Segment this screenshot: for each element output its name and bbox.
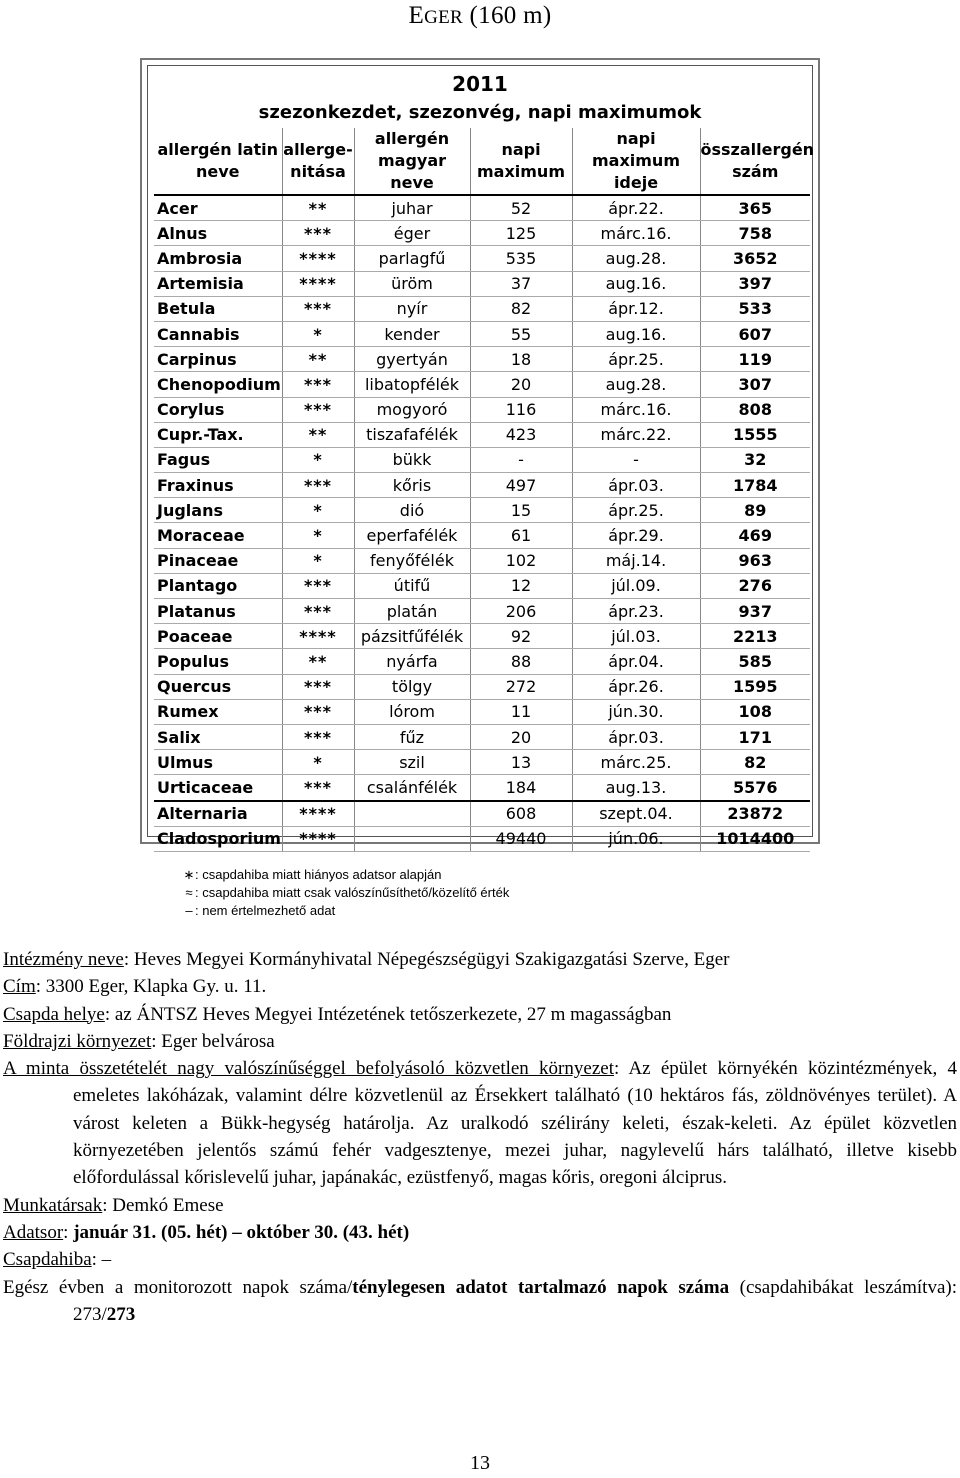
table-row	[154, 246, 810, 271]
allergenicity: **	[282, 649, 354, 674]
daily-max-date: ápr.03.	[572, 473, 700, 498]
allergenicity: ****	[282, 624, 354, 649]
daily-max-date: aug.28.	[572, 372, 700, 397]
column-header	[700, 128, 815, 195]
total-count: 1784	[700, 473, 810, 498]
hungarian-name: csalánfélék	[354, 775, 470, 801]
foldrajzi-label: Földrajzi környezet	[3, 1030, 152, 1052]
table-row	[154, 826, 810, 851]
monitor-text-1: Egész évben a monitorozott napok száma/	[3, 1276, 353, 1298]
legend-item	[183, 884, 509, 902]
legend-symbol: ∗	[183, 867, 195, 882]
hungarian-name: bükk	[354, 447, 470, 472]
daily-max: 13	[470, 750, 572, 775]
hungarian-name: lórom	[354, 699, 470, 724]
latin-name: Cupr.-Tax.	[154, 422, 282, 447]
hungarian-name: tiszafafélék	[354, 422, 470, 447]
column-header	[572, 128, 700, 195]
table-row	[154, 750, 810, 775]
table-year: 2011	[452, 72, 508, 96]
hungarian-name: éger	[354, 221, 470, 246]
allergenicity: **	[282, 347, 354, 372]
table-subtitle: szezonkezdet, szezonvég, napi maximumok	[258, 102, 702, 123]
daily-max: 52	[470, 195, 572, 221]
table-row	[154, 801, 810, 827]
latin-name: Acer	[154, 195, 282, 221]
allergenicity: ***	[282, 221, 354, 246]
munkatarsak-label: Munkatársak	[3, 1194, 103, 1216]
daily-max-date: szept.04.	[572, 801, 700, 827]
total-count: 937	[700, 599, 810, 624]
allergenicity: *	[282, 498, 354, 523]
daily-max-date: márc.22.	[572, 422, 700, 447]
daily-max: 535	[470, 246, 572, 271]
latin-name: Carpinus	[154, 347, 282, 372]
station-info	[3, 946, 957, 1328]
latin-name: Cladosporium	[154, 826, 282, 851]
allergenicity: ***	[282, 473, 354, 498]
table-row	[154, 321, 810, 346]
legend-symbol: –	[185, 903, 193, 918]
total-count: 533	[700, 296, 810, 321]
allergenicity: **	[282, 422, 354, 447]
hungarian-name: eperfafélék	[354, 523, 470, 548]
hungarian-name: üröm	[354, 271, 470, 296]
latin-name: Plantago	[154, 573, 282, 598]
allergenicity: **	[282, 195, 354, 221]
table-row	[154, 498, 810, 523]
daily-max: 18	[470, 347, 572, 372]
latin-name: Urticaceae	[154, 775, 282, 801]
latin-name: Rumex	[154, 699, 282, 724]
latin-name: Pinaceae	[154, 548, 282, 573]
daily-max-date: jún.30.	[572, 699, 700, 724]
daily-max-date: aug.16.	[572, 271, 700, 296]
allergenicity: ****	[282, 801, 354, 827]
latin-name: Cannabis	[154, 321, 282, 346]
page-number: 13	[470, 1452, 490, 1474]
daily-max: 92	[470, 624, 572, 649]
column-header-line: napi	[501, 140, 541, 159]
hungarian-name: nyír	[354, 296, 470, 321]
monitor-text-2: (csapdahibákat leszámítva): 273/	[73, 1276, 957, 1325]
adatsor-value: január 31. (05. hét) – október 30. (43. hét)	[73, 1221, 410, 1243]
allergenicity: ***	[282, 775, 354, 801]
latin-name: Fraxinus	[154, 473, 282, 498]
total-count: 1555	[700, 422, 810, 447]
table-row	[154, 397, 810, 422]
monitor-text-bold2: 273	[106, 1303, 136, 1325]
daily-max-date: ápr.26.	[572, 674, 700, 699]
legend-text: : csapdahiba miatt hiányos adatsor alapján	[195, 867, 442, 882]
hungarian-name: kőris	[354, 473, 470, 498]
cim-value: : 3300 Eger, Klapka Gy. u. 11.	[35, 976, 267, 998]
daily-max: 206	[470, 599, 572, 624]
column-header	[354, 128, 470, 195]
column-header-line: allergén latin	[157, 140, 279, 159]
total-count: 469	[700, 523, 810, 548]
daily-max-date: aug.16.	[572, 321, 700, 346]
column-header-line: összallergén	[700, 140, 815, 159]
table-row	[154, 296, 810, 321]
daily-max: 88	[470, 649, 572, 674]
total-count: 171	[700, 724, 810, 749]
column-header-line: szám	[732, 162, 779, 181]
latin-name: Salix	[154, 724, 282, 749]
total-count: 3652	[700, 246, 810, 271]
total-count: 108	[700, 699, 810, 724]
table-row	[154, 347, 810, 372]
allergenicity: ****	[282, 246, 354, 271]
column-header-line: allerge-	[283, 140, 353, 159]
adatsor-sep: :	[63, 1221, 74, 1243]
total-count: 276	[700, 573, 810, 598]
daily-max-date: júl.03.	[572, 624, 700, 649]
hungarian-name: szil	[354, 750, 470, 775]
allergenicity: ***	[282, 573, 354, 598]
hungarian-name: platán	[354, 599, 470, 624]
daily-max-date: ápr.29.	[572, 523, 700, 548]
table-row	[154, 599, 810, 624]
allergenicity: ***	[282, 372, 354, 397]
daily-max-date: márc.16.	[572, 221, 700, 246]
table-row	[154, 473, 810, 498]
latin-name: Moraceae	[154, 523, 282, 548]
latin-name: Ambrosia	[154, 246, 282, 271]
column-header-line: magyar neve	[377, 151, 447, 192]
hungarian-name: útifű	[354, 573, 470, 598]
legend-symbol: ≈	[185, 885, 193, 900]
title-altitude: (160 m)	[462, 2, 552, 29]
daily-max-date: ápr.04.	[572, 649, 700, 674]
table-row	[154, 422, 810, 447]
table-row	[154, 271, 810, 296]
daily-max: 37	[470, 271, 572, 296]
table-row	[154, 195, 810, 221]
daily-max: 102	[470, 548, 572, 573]
table-row	[154, 221, 810, 246]
legend-item	[183, 866, 509, 884]
table-row	[154, 372, 810, 397]
total-count: 307	[700, 372, 810, 397]
daily-max-date: ápr.25.	[572, 347, 700, 372]
total-count: 397	[700, 271, 810, 296]
table-row	[154, 674, 810, 699]
munkatarsak-value: : Demkó Emese	[102, 1194, 224, 1216]
total-count: 2213	[700, 624, 810, 649]
daily-max: 272	[470, 674, 572, 699]
latin-name: Platanus	[154, 599, 282, 624]
allergenicity: ***	[282, 599, 354, 624]
column-header-line: napi maximum	[591, 129, 680, 170]
daily-max: 608	[470, 801, 572, 827]
column-header-line: nitása	[290, 162, 346, 181]
daily-max: 497	[470, 473, 572, 498]
allergenicity: *	[282, 447, 354, 472]
pollen-table-image	[140, 58, 820, 849]
daily-max: 125	[470, 221, 572, 246]
table-row	[154, 724, 810, 749]
legend-text: : nem értelmezhető adat	[195, 903, 336, 918]
table-row	[154, 447, 810, 472]
latin-name: Fagus	[154, 447, 282, 472]
daily-max-date: -	[572, 447, 700, 472]
daily-max-date: ápr.03.	[572, 724, 700, 749]
allergenicity: *	[282, 750, 354, 775]
hungarian-name: nyárfa	[354, 649, 470, 674]
table-row	[154, 699, 810, 724]
allergenicity: *	[282, 548, 354, 573]
title-smallcaps: GER	[424, 7, 463, 28]
title-initial: E	[408, 2, 425, 29]
total-count: 607	[700, 321, 810, 346]
kornyezet-value: : Az épület környékén közintézmények, 4 emeletes lakóházak, valamint délre közvetlenül az Érsekkert található (10 hektáros fás, zöldnövényes terület). A várost keleten a Bükk-hegység határolja. Az uralkodó szélirány keleti, észak-keleti. Az épület közvetlen környezetében jelentős számú fehér vadgesztenye, mezei juhar, nagylevelű hárs található, illetve kisebb előfordulással kőrislevelű juhar, japánakác, ezüstfenyő, magas kőris, oregoni álciprus.	[73, 1058, 957, 1189]
csapda-value: : az ÁNTSZ Heves Megyei Intézetének tetőszerkezete, 27 m magasságban	[104, 1003, 672, 1025]
total-count: 82	[700, 750, 810, 775]
daily-max-date: aug.13.	[572, 775, 700, 801]
table-body	[154, 195, 810, 851]
table-row	[154, 649, 810, 674]
table-header-row	[154, 128, 810, 195]
daily-max: 61	[470, 523, 572, 548]
kornyezet-label: A minta összetételét nagy valószínűséggel befolyásoló közvetlen környezet	[3, 1058, 614, 1080]
latin-name: Alternaria	[154, 801, 282, 827]
latin-name: Corylus	[154, 397, 282, 422]
intezmeny-value: : Heves Megyei Kormányhivatal Népegészségügyi Szakigazgatási Szerve, Eger	[123, 949, 730, 970]
daily-max: 82	[470, 296, 572, 321]
pollen-table	[154, 128, 815, 852]
hungarian-name: juhar	[354, 195, 470, 221]
adatsor-label: Adatsor	[3, 1221, 64, 1243]
daily-max-date: máj.14.	[572, 548, 700, 573]
legend-text: : csapdahiba miatt csak valószínűsíthető/közelítő érték	[195, 885, 510, 900]
page-title	[0, 2, 960, 30]
column-header	[154, 128, 282, 195]
daily-max-date: ápr.12.	[572, 296, 700, 321]
hungarian-name: parlagfű	[354, 246, 470, 271]
daily-max: 184	[470, 775, 572, 801]
latin-name: Poaceae	[154, 624, 282, 649]
hungarian-name: dió	[354, 498, 470, 523]
daily-max: 11	[470, 699, 572, 724]
cim-label: Cím	[3, 976, 36, 998]
hungarian-name: tölgy	[354, 674, 470, 699]
latin-name: Populus	[154, 649, 282, 674]
column-header-line: ideje	[613, 173, 659, 192]
daily-max: 55	[470, 321, 572, 346]
daily-max-date: ápr.22.	[572, 195, 700, 221]
hungarian-name	[354, 801, 470, 827]
daily-max-date: ápr.25.	[572, 498, 700, 523]
allergenicity: ***	[282, 724, 354, 749]
total-count: 808	[700, 397, 810, 422]
allergenicity: ***	[282, 397, 354, 422]
total-count: 23872	[700, 801, 810, 827]
latin-name: Juglans	[154, 498, 282, 523]
table-row	[154, 573, 810, 598]
column-header-line: maximum	[476, 162, 565, 181]
hungarian-name: kender	[354, 321, 470, 346]
daily-max-date: márc.25.	[572, 750, 700, 775]
daily-max-date: márc.16.	[572, 397, 700, 422]
hungarian-name: fenyőfélék	[354, 548, 470, 573]
latin-name: Artemisia	[154, 271, 282, 296]
total-count: 1595	[700, 674, 810, 699]
daily-max-date: júl.09.	[572, 573, 700, 598]
allergenicity: ****	[282, 826, 354, 851]
total-count: 5576	[700, 775, 810, 801]
total-count: 365	[700, 195, 810, 221]
table-row	[154, 523, 810, 548]
intezmeny-label: Intézmény neve	[3, 949, 124, 970]
daily-max: 423	[470, 422, 572, 447]
hungarian-name: fűz	[354, 724, 470, 749]
daily-max-date: ápr.23.	[572, 599, 700, 624]
allergenicity: ***	[282, 699, 354, 724]
foldrajzi-value: : Eger belvárosa	[151, 1030, 275, 1052]
daily-max: 49440	[470, 826, 572, 851]
hungarian-name: pázsitfűfélék	[354, 624, 470, 649]
latin-name: Chenopodium	[154, 372, 282, 397]
daily-max: 15	[470, 498, 572, 523]
allergenicity: ***	[282, 674, 354, 699]
csapdahiba-value: : –	[91, 1249, 112, 1271]
latin-name: Ulmus	[154, 750, 282, 775]
monitor-text-bold: ténylegesen adatot tartalmazó napok száma	[352, 1276, 730, 1298]
allergenicity: *	[282, 523, 354, 548]
daily-max: 20	[470, 372, 572, 397]
hungarian-name: gyertyán	[354, 347, 470, 372]
table-row	[154, 775, 810, 801]
total-count: 89	[700, 498, 810, 523]
allergenicity: ****	[282, 271, 354, 296]
latin-name: Quercus	[154, 674, 282, 699]
daily-max-date: aug.28.	[572, 246, 700, 271]
daily-max: 20	[470, 724, 572, 749]
daily-max: 12	[470, 573, 572, 598]
daily-max: -	[470, 447, 572, 472]
column-header	[282, 128, 354, 195]
hungarian-name: libatopfélék	[354, 372, 470, 397]
table-row	[154, 624, 810, 649]
daily-max: 116	[470, 397, 572, 422]
csapda-label: Csapda helye	[3, 1003, 105, 1025]
total-count: 119	[700, 347, 810, 372]
pollen-table-inner	[147, 65, 815, 849]
column-header-line: allergén	[374, 129, 450, 148]
total-count: 758	[700, 221, 810, 246]
latin-name: Betula	[154, 296, 282, 321]
legend-item	[183, 902, 509, 920]
hungarian-name	[354, 826, 470, 851]
total-count: 1014400	[700, 826, 810, 851]
column-header-line: neve	[195, 162, 240, 181]
legend	[183, 866, 509, 920]
allergenicity: ***	[282, 296, 354, 321]
daily-max-date: jún.06.	[572, 826, 700, 851]
total-count: 963	[700, 548, 810, 573]
column-header	[470, 128, 572, 195]
allergenicity: *	[282, 321, 354, 346]
csapdahiba-label: Csapdahiba	[3, 1249, 92, 1271]
hungarian-name: mogyoró	[354, 397, 470, 422]
total-count: 32	[700, 447, 810, 472]
latin-name: Alnus	[154, 221, 282, 246]
table-row	[154, 548, 810, 573]
total-count: 585	[700, 649, 810, 674]
